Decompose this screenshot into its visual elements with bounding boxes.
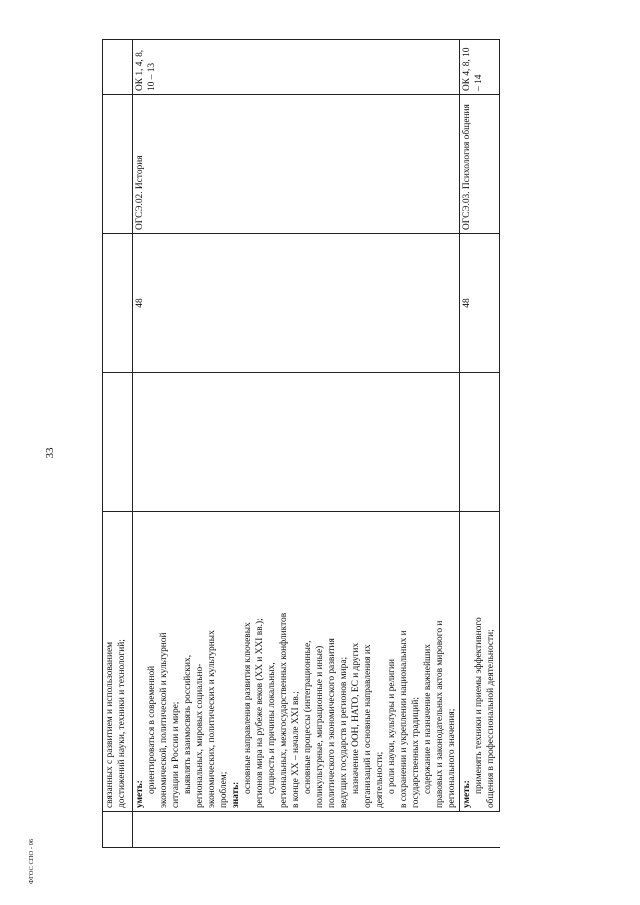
index-cell <box>133 812 460 848</box>
content-line: региональных, мировых социально- <box>195 663 205 808</box>
content-line: выявлять взаимосвязь российских, <box>183 654 193 794</box>
content-line: государственных традиций; <box>411 697 421 808</box>
footer-code: ФГОС СПО - 06 <box>28 838 35 884</box>
content-cell <box>103 512 133 812</box>
index-cell <box>103 812 133 848</box>
index-cell <box>460 812 500 848</box>
curriculum-table <box>102 39 500 848</box>
empty-cell <box>103 373 133 512</box>
table-row <box>460 40 500 848</box>
empty-cell <box>133 373 460 512</box>
content-line: деятельности; <box>375 751 385 808</box>
competencies-cell: ОК 1, 4, 8, 10 – 13 <box>133 40 460 95</box>
content-line: ситуации в России и мире; <box>171 701 181 808</box>
discipline-cell: ОГСЭ.03. Психология общения <box>460 95 500 234</box>
table-row <box>133 40 460 848</box>
content-line: регионов мира на рубеже веков (XX и XXI вв.); <box>255 618 265 808</box>
content-line: правовых и законодательных актов мирового и <box>435 620 445 808</box>
content-line: сущность и причины локальных, <box>267 662 277 794</box>
hours-cell <box>103 234 133 373</box>
content-line: о роли науки, культуры и религии <box>387 658 397 794</box>
content-line: уметь: <box>135 780 145 808</box>
hours-cell: 48 <box>460 234 500 373</box>
content-line: уметь: <box>462 780 472 808</box>
content-line: регионального значения; <box>447 708 457 808</box>
content-line: содержание и назначение важнейших <box>423 644 433 794</box>
discipline-cell: ОГСЭ.02. История <box>133 95 460 234</box>
table-row <box>103 40 133 848</box>
rotated-page-content <box>102 40 552 848</box>
hours-cell: 48 <box>133 234 460 373</box>
content-line: знать: <box>231 781 241 808</box>
content-line: проблем; <box>219 771 229 808</box>
content-line: назначение ООН, НАТО, ЕС и других <box>351 642 361 794</box>
content-line: региональных, межгосударственных конфликтов <box>279 612 289 808</box>
content-line: основные процессы (интеграционные, <box>303 640 313 794</box>
content-line: политического и экономического развития <box>327 638 337 808</box>
content-line: общения в профессиональной деятельности; <box>486 629 496 808</box>
content-line: достижений науки, техники и технологий; <box>117 639 127 808</box>
content-line: в сохранении и укреплении национальных и <box>399 630 409 808</box>
discipline-cell <box>103 95 133 234</box>
content-line: экономической, политической и культурной <box>159 632 169 808</box>
content-line: организаций и основные направления их <box>363 644 373 808</box>
empty-cell <box>460 373 500 512</box>
content-line: связанных с развитием и использованием <box>105 641 115 808</box>
content-line: ориентироваться в современной <box>147 665 157 794</box>
competencies-cell <box>103 40 133 95</box>
content-line: в конце XX – начале XXI вв.; <box>291 691 301 808</box>
content-line: экономических, политических и культурных <box>207 630 217 808</box>
content-line: поликультурные, миграционные и иные) <box>315 645 325 808</box>
content-cell <box>460 512 500 812</box>
content-line: ведущих государств и регионов мира; <box>339 656 349 808</box>
content-line: применять техники и приемы эффективного <box>474 617 484 794</box>
page-number: 33 <box>44 447 56 459</box>
content-cell <box>133 512 460 812</box>
content-line: основные направления развития ключевых <box>243 622 253 794</box>
competencies-cell: ОК 4, 8, 10 – 14 <box>460 40 500 95</box>
